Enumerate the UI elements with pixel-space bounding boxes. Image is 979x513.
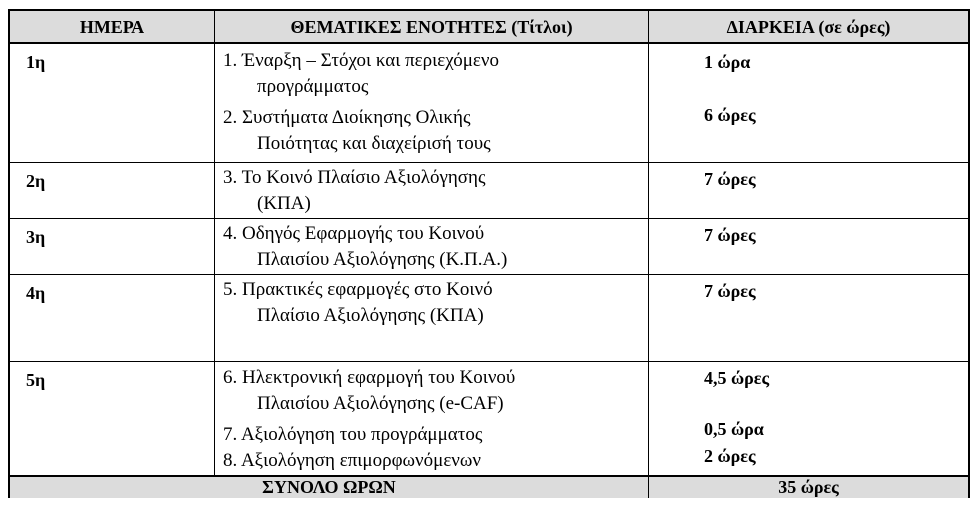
topic-item (223, 365, 515, 417)
duration-cell (649, 163, 968, 218)
table-row (10, 44, 968, 163)
duration-value: 6 ώρες (704, 105, 756, 125)
topic-line: Ποιότητας και διαχείρισή τους (257, 133, 491, 154)
day-label: 2η (26, 171, 46, 191)
duration-value: 7 ώρες (704, 281, 756, 301)
duration-value: 2 ώρες (704, 446, 756, 466)
duration-cell (649, 275, 968, 361)
topic-item (223, 277, 493, 329)
table-header-row (10, 11, 968, 44)
day-label: 4η (26, 283, 46, 303)
topic-item (223, 48, 499, 100)
header-day: ΗΜΕΡΑ (10, 11, 215, 42)
total-row (10, 477, 968, 498)
duration-value: 0,5 ώρα (704, 419, 764, 439)
topic-item (223, 448, 481, 474)
topic-line: 5. Πρακτικές εφαρμογές στο Κοινό (223, 279, 493, 300)
topic-line: Πλαίσιο Αξιολόγησης (ΚΠΑ) (257, 305, 484, 326)
duration-value: 7 ώρες (704, 169, 756, 189)
topics-cell (215, 275, 649, 361)
day-cell (10, 362, 215, 475)
topic-line: Πλαισίου Αξιολόγησης (e-CAF) (257, 393, 504, 414)
topics-cell (215, 44, 649, 162)
day-cell (10, 219, 215, 274)
topic-line: 2. Συστήματα Διοίκησης Ολικής (223, 107, 471, 128)
header-duration: ΔΙΑΡΚΕΙΑ (σε ώρες) (726, 17, 891, 37)
duration-value: 4,5 ώρες (704, 368, 770, 388)
topic-item (223, 105, 491, 157)
day-label: 1η (26, 52, 46, 72)
topic-item (223, 422, 482, 448)
schedule-table (8, 9, 970, 498)
topic-line: 8. Αξιολόγηση επιμορφωνόμενων (223, 450, 481, 471)
topics-cell (215, 163, 649, 218)
day-cell (10, 44, 215, 162)
table-row (10, 219, 968, 275)
duration-cell (649, 44, 968, 162)
duration-value: 7 ώρες (704, 225, 756, 245)
duration-cell (649, 362, 968, 475)
day-label: 5η (26, 370, 46, 390)
topic-line: 7. Αξιολόγηση του προγράμματος (223, 424, 483, 445)
duration-value: 1 ώρα (704, 52, 751, 72)
topic-item (223, 221, 507, 273)
table-row (10, 163, 968, 219)
topics-cell (215, 362, 649, 475)
total-value: 35 ώρες (778, 477, 839, 497)
topic-line: Πλαισίου Αξιολόγησης (Κ.Π.Α.) (257, 249, 508, 270)
day-cell (10, 163, 215, 218)
day-cell (10, 275, 215, 361)
topic-line: προγράμματος (257, 76, 369, 97)
topic-line: 3. Το Κοινό Πλαίσιο Αξιολόγησης (223, 167, 486, 188)
header-topics: ΘΕΜΑΤΙΚΕΣ ΕΝΟΤΗΤΕΣ (Τίτλοι) (215, 11, 649, 42)
topic-line: 1. Έναρξη – Στόχοι και περιεχόμενο (223, 50, 499, 71)
day-label: 3η (26, 227, 46, 247)
topics-cell (215, 219, 649, 274)
table-row (10, 362, 968, 477)
topic-line: 6. Ηλεκτρονική εφαρμογή του Κοινού (223, 367, 516, 388)
topic-item (223, 165, 485, 217)
total-label: ΣΥΝΟΛΟ ΩΡΩΝ (10, 477, 649, 498)
table-row (10, 275, 968, 362)
duration-cell (649, 219, 968, 274)
topic-line: 4. Οδηγός Εφαρμογής του Κοινού (223, 223, 485, 244)
topic-line: (ΚΠΑ) (257, 193, 311, 214)
